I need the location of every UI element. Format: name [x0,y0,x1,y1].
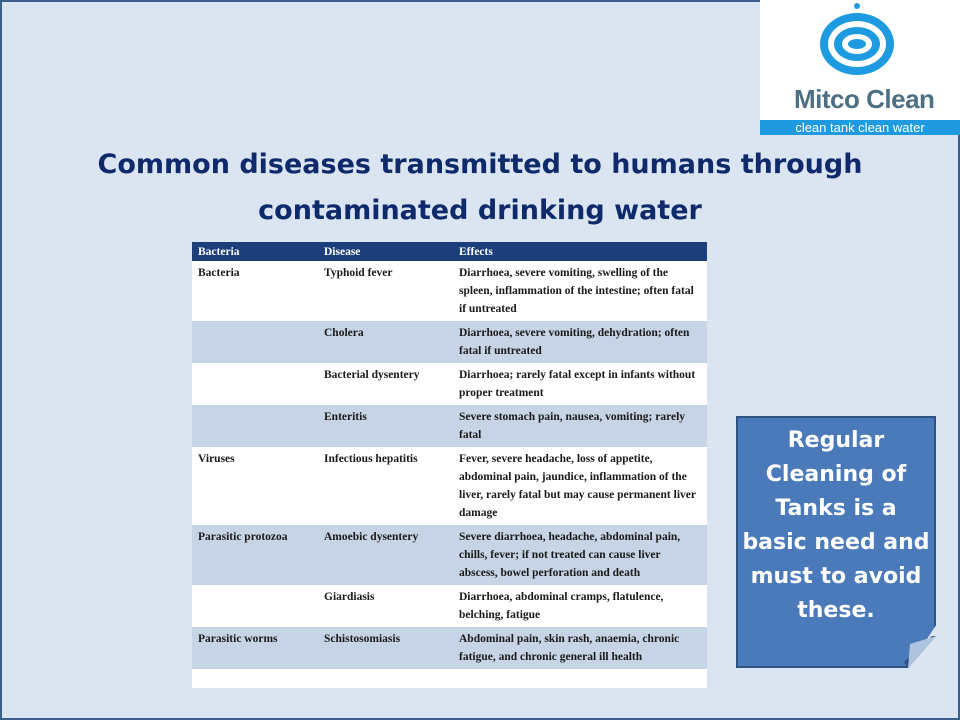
slide-title-line-2: contaminated drinking water [258,195,702,226]
water-drop-ripple-icon [760,0,960,90]
table-row [192,405,707,447]
logo-name: Mitco Clean [794,84,935,114]
cell-disease: Schistosomiasis [318,627,453,669]
column-header-disease: Disease [318,242,453,261]
table-header-row [192,242,707,261]
cell-category: Viruses [198,453,235,465]
slide-title-line-1: Common diseases transmitted to humans through [97,149,863,180]
table-row [192,321,707,363]
table-row [192,585,707,627]
cell-effects: Diarrhoea; rarely fatal except in infants without proper treatment [459,369,696,399]
table-row [192,627,707,669]
column-header-category: Bacteria [192,242,318,261]
logo [760,0,960,135]
table-row [192,261,707,321]
cell-disease: Amoebic dysentery [318,525,453,585]
cell-effects: Diarrhoea, severe vomiting, dehydration; often fatal if untreated [453,321,707,363]
cell-disease: Giardiasis [324,591,375,603]
disease-table [192,242,707,688]
cell-disease: Bacterial dysentery [324,369,420,381]
cell-effects: Severe diarrhoea, headache, abdominal pain, chills, fever; if not treated can cause liver abscess, bowel perforation and death [453,525,707,585]
cell-category [192,585,318,627]
cell-category [192,321,318,363]
cell-effects: Fever, severe headache, loss of appetite, abdominal pain, jaundice, inflammation of the liver, rarely fatal but may cause permanent liver damage [459,453,696,519]
table-row [192,363,707,405]
cell-category [192,363,318,405]
cell-effects: Diarrhoea, abdominal cramps, flatulence, belching, fatigue [459,591,664,621]
cell-category [192,405,318,447]
cell-effects: Diarrhoea, severe vomiting, swelling of the spleen, inflammation of the intestine; often fatal if untreated [459,267,694,315]
cell-disease: Enteritis [318,405,453,447]
table-row [192,525,707,585]
callout-text: Regular Cleaning of Tanks is a basic need and must to avoid these. [742,428,930,623]
slide-title [60,142,900,234]
cell-category: Parasitic worms [192,627,318,669]
cell-effects: Severe stomach pain, nausea, vomiting; rarely fatal [453,405,707,447]
cell-disease: Infectious hepatitis [324,453,418,465]
cell-disease: Typhoid fever [324,267,393,279]
column-header-effects: Effects [453,242,707,261]
page-curl-icon [904,636,936,668]
logo-tagline: clean tank clean water [760,120,960,135]
cell-disease: Cholera [318,321,453,363]
cell-effects: Abdominal pain, skin rash, anaemia, chronic fatigue, and chronic general ill health [453,627,707,669]
table-row [192,447,707,525]
cell-category: Parasitic protozoa [192,525,318,585]
cell-category: Bacteria [198,267,240,279]
